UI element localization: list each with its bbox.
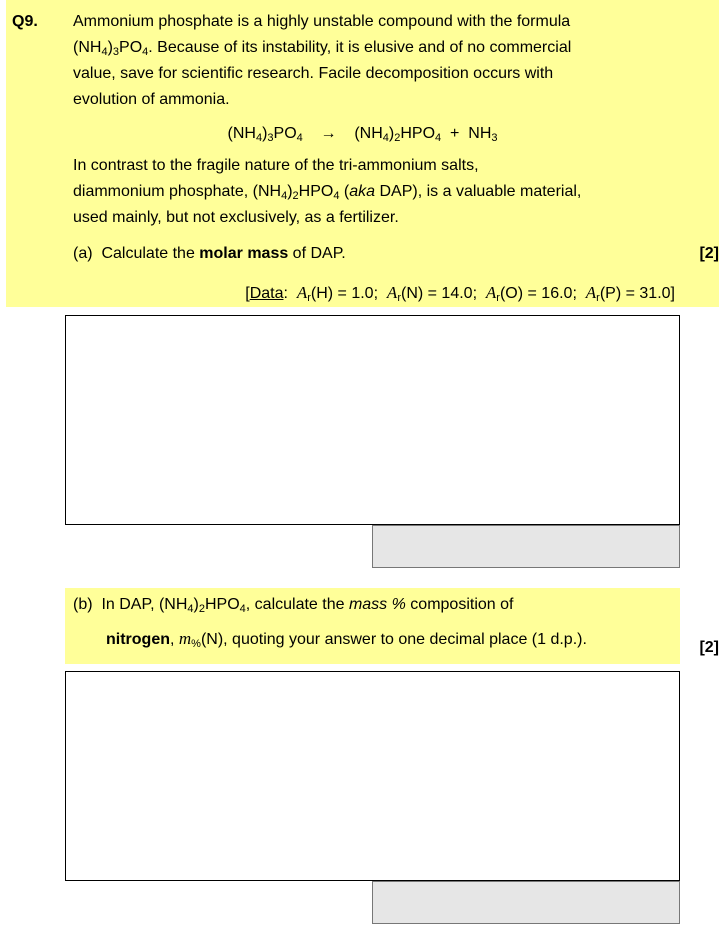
part-b-marks: [2] — [699, 639, 719, 656]
equation-product-dap: $(NH_4)_2HPO_4$ — [354, 125, 442, 144]
part-b-prompt-line-2: nitrogen, $m_{\%}(N)$, quoting your answer to one decimal place (1 d.p.). — [106, 629, 587, 650]
formula-dap: $(NH_4)_2HPO_4$ — [252, 183, 340, 202]
part-b-answer-box[interactable] — [65, 671, 680, 881]
intro-line-2: $(NH_4)_3PO_4$. Because of its instability, it is elusive and of no commercial — [73, 39, 572, 58]
part-b-prompt-line-1: (b) In DAP, $(NH_4)_2HPO_4$, calculate the mass % composition of — [73, 596, 514, 615]
part-b-mark-box — [372, 881, 680, 924]
contrast-line-1: In contrast to the fragile nature of the tri-ammonium salts, — [73, 157, 479, 174]
formula-dap-b: $(NH_4)_2HPO_4$ — [158, 596, 246, 615]
data-line: [Data: $A_r(H) = 1.0$; $A_r(N) = 14.0$; $A_r(O) = 16.0$; $A_r(P) = 31.0$] — [245, 283, 675, 304]
intro-line-4: evolution of ammonia. — [73, 91, 230, 108]
part-a-answer-box[interactable] — [65, 315, 680, 525]
contrast-line-3: used mainly, but not exclusively, as a fertilizer. — [73, 209, 399, 226]
formula-tri-ammonium: $(NH_4)_3PO_4$ — [73, 39, 149, 58]
reaction-arrow-icon: → — [320, 125, 337, 142]
intro-line-1: Ammonium phosphate is a highly unstable compound with the formula — [73, 13, 571, 30]
equation-reactant: $(NH_4)_3PO_4$ — [227, 125, 303, 144]
contrast-line-2: diammonium phosphate, $(NH_4)_2HPO_4$ (aka DAP), is a valuable material, — [73, 183, 582, 202]
part-a-mark-box — [372, 525, 680, 568]
question-number: Q9. — [12, 13, 38, 30]
decomposition-equation: $(NH_4)_3PO_4$ → $(NH_4)_2HPO_4 + NH_3$ — [227, 125, 498, 144]
intro-line-3: value, save for scientific research. Facile decomposition occurs with — [73, 65, 554, 82]
part-a-prompt: (a) Calculate the molar mass of DAP. — [73, 245, 346, 262]
part-a-marks: [2] — [699, 245, 719, 262]
equation-product-ammonia: $NH_3$ — [468, 125, 498, 144]
